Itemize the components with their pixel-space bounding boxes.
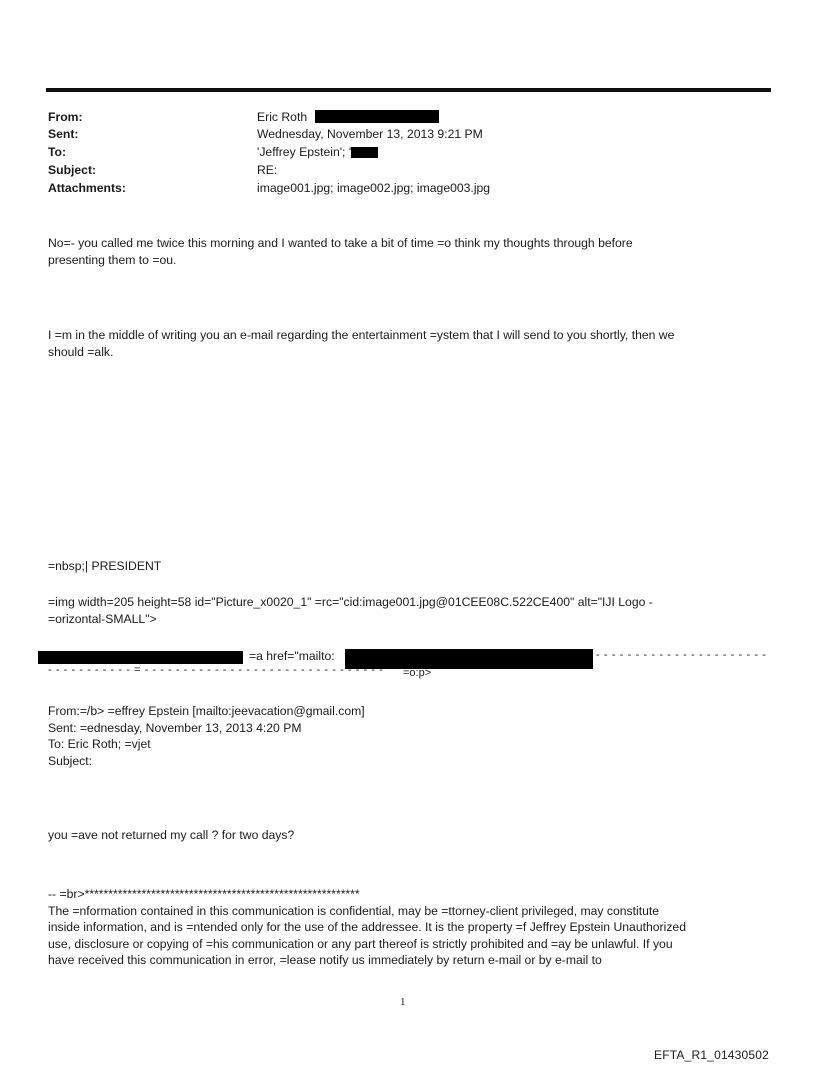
attachments-label: Attachments:: [48, 181, 126, 195]
body-line: No=- you called me twice this morning and I wanted to take a bit of time =o think my thoughts through before: [48, 236, 633, 250]
disclaimer-stars: -- =br>**********************************************************: [48, 887, 360, 901]
disclaimer-line: inside information, and is =ntended only for the use of the addressee. It is the property =f Jeffrey Epstein Unauthorized: [48, 920, 686, 934]
quoted-header: [48, 703, 778, 769]
mailto-text: =a href="mailto:: [249, 649, 335, 663]
disclaimer-line: use, disclosure or copying of =his communication or any part thereof is strictly prohibited and =ay be unlawful. If you: [48, 936, 673, 951]
body-paragraph-1: [48, 235, 778, 268]
body-line: =img width=205 height=58 id="Picture_x0020_1" =rc="cid:image001.jpg@01CEE08C.522CE400" alt="IJI Logo -: [48, 595, 653, 609]
document-id: EFTA_R1_01430502: [654, 1048, 770, 1062]
page-number: 1: [400, 996, 406, 1008]
quoted-sent: Sent: =ednesday, November 13, 2013 4:20 PM: [48, 720, 302, 735]
header-rule: [46, 88, 771, 92]
body-line: presenting them to =ou.: [48, 252, 177, 267]
dash-separator: - - - - - - - - - - - = - - - - - - - - - - - - - - - - - - - - - - - - - - - - - - -: [48, 664, 384, 676]
body-line: should =alk.: [48, 344, 114, 359]
subject-label: Subject:: [48, 163, 97, 177]
quoted-from: From:=/b> =effrey Epstein [mailto:jeevacation@gmail.com]: [48, 704, 365, 718]
quoted-to: To: Eric Roth; =vjet: [48, 737, 151, 751]
image-tag-text: [48, 594, 778, 627]
from-label: From:: [48, 110, 83, 124]
redaction-bar: [351, 147, 378, 158]
from-name: Eric Roth: [257, 110, 308, 124]
sent-value: Wednesday, November 13, 2013 9:21 PM: [257, 127, 483, 141]
subject-value: RE:: [257, 163, 278, 177]
disclaimer-line: have received this communication in error, =lease notify us immediately by return e-mail or by e-mail to: [48, 953, 602, 967]
redaction-bar: [315, 110, 439, 123]
body-line: =orizontal-SMALL">: [48, 611, 157, 626]
op-tag: =o:p>: [403, 667, 432, 679]
sent-label: Sent:: [48, 127, 79, 141]
redaction-bar: [38, 651, 243, 664]
disclaimer: [48, 886, 778, 969]
disclaimer-line: The =nformation contained in this communication is confidential, may be =ttorney-client privileged, may constitute: [48, 903, 660, 918]
to-value: [257, 145, 378, 159]
body-line: I =m in the middle of writing you an e-mail regarding the entertainment =ystem that I will send to you shortly, then we: [48, 328, 675, 342]
attachments-value: image001.jpg; image002.jpg; image003.jpg: [257, 181, 491, 195]
to-label: To:: [48, 145, 67, 159]
body-paragraph-2: [48, 327, 778, 360]
dash-separator: - - - - - - - - - - - - - - - - - - - - - -: [596, 649, 767, 661]
signature-title: =nbsp;| PRESIDENT: [48, 559, 162, 573]
to-recipients: 'Jeffrey Epstein'; ': [257, 145, 352, 159]
from-value: [257, 110, 439, 124]
quoted-message: you =ave not returned my call ? for two days?: [48, 828, 295, 842]
quoted-subject: Subject:: [48, 753, 93, 768]
